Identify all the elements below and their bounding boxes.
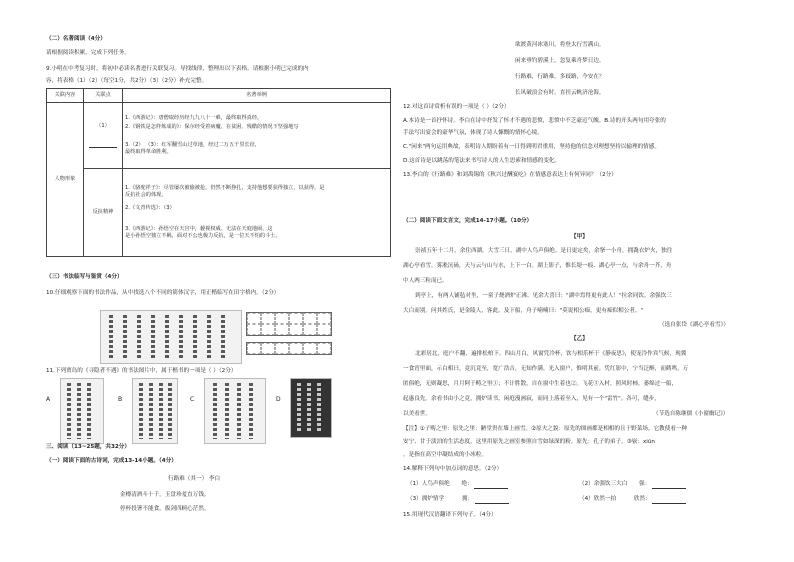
q14-item-2-text: （2）余强饮三大白 [579, 481, 628, 487]
note-line-3: 。是指在高空中凝结成的小冰粒。 [403, 452, 487, 458]
q11-option-c-label[interactable]: C [190, 396, 195, 403]
q13-text: 13.李白的《行路难》和刘禹锡的《秋兴过酬宴吃》在情感意表达上有何异同？（2分） [403, 172, 617, 178]
right-column [403, 0, 758, 562]
q10-calligraphy-image [100, 310, 242, 364]
q11-option-d-image[interactable] [290, 378, 332, 438]
example-6b: 是小孙悟空独立不羁，面对不公也极力反抗，是一位天不怕的斗士。 [125, 233, 281, 240]
note-line-1: 【注】①子畴之里：原先之里：陋堂贵在墙上画雪。②原夫之貌：原先的图画都是相相的且于野菜场，它教使看一种 [403, 426, 688, 432]
section-2-title: （二）名著阅读（4分） [46, 36, 106, 42]
yi-line-5: 以美看世。 [403, 411, 431, 417]
jia-line-2: 湖心亭看雪。雾凇沆砀，天与云与山与水，上下一白。湖上影子，惟长堤一痕、湖心亭一点，与余舟一芥，舟 [403, 263, 672, 269]
q12-option-c[interactable]: C."闲来"两句运用典故，表明诗人期盼着有一日得到明君重用，坚持他的信念对理想坚持以输理的情感。 [403, 144, 660, 150]
q14-item-3-key: 拥： [461, 496, 474, 502]
q14-item-2[interactable] [579, 481, 686, 489]
yi-line-3: 匿俱绝，无则凝思，月月阿于畴之里①；不计胜散，自在窗中生着也②。飞花③入村，照风时柿，萎绵过一船， [403, 381, 678, 387]
passage-jia-label: 【甲】 [571, 234, 588, 240]
jia-line-3: 中人两三粒而已。 [403, 278, 448, 284]
q10-writing-grid[interactable] [246, 312, 332, 336]
example-4: 1.《骆驼祥子》：尽管屡次被偷被抢，仍然不断挣扎，支持他想要获得独立，以获得，是 [125, 184, 325, 191]
example-3b: 最终取得革命胜利。 [125, 148, 172, 155]
poem-line-4: 闲来垂钓碧溪上，忽复乘舟梦日边。 [515, 58, 605, 64]
jia-source: （选自张岱《湖心亭看雪》） [659, 322, 729, 328]
q9-text-1: 9.小明在中考复习时，将初中必读名著进行关联复习。导找线律，整理出以下表格。请根据小明已完成的内 [46, 66, 309, 72]
example-6: 3.《西游记》：孙悟空在天宫中，藐视权威、无法在天庭地闹，这 [125, 226, 273, 232]
yi-line-2: 一食宵里面，示白相曰，竟沉竟至，宽广浩吉，无知作满。光入窗户，惟明其前。凭红影中，宁当泛醉，而鹤鸣，万 [403, 366, 689, 372]
jia-line-4: 到亭上，有两人铺毡对坐，一童子烧酒炉正沸。见余大喜曰："湖中焉得更有此人！"拉余同饮。余强饮三 [415, 293, 672, 299]
passage-yi-label: 【乙】 [571, 336, 588, 342]
q15-text: 15.用现代汉语翻译下列句子。（4分） [403, 512, 497, 518]
table-point-2: 反抗精神 [84, 169, 123, 257]
example-5: 2.《文青传选》：（3） [125, 204, 175, 211]
q14-item-4-key: 欣然： [633, 496, 651, 502]
q14-item-1-key: 绝： [461, 481, 473, 487]
yi-line-4: 起惠良先。余看书由小之竟，拥炉读书，闲庭漫画寂，而同上落着至入，见有一个"雷竹"。各可，缝步， [403, 396, 660, 402]
q11-option-a-label[interactable]: A [46, 396, 51, 403]
poem-line-6: 长风破浪会有时，直挂云帆济沧海。 [515, 90, 605, 96]
q14-item-2-key: 强： [639, 481, 651, 487]
table-header-related: 关联内容 [47, 89, 84, 103]
q11-option-b-label[interactable]: B [118, 396, 123, 403]
left-column [46, 0, 393, 562]
yi-line-1: 北彩居北，庭户不翻，遍排松柏下。四山月白，风窗凭冷杯，饮与相乐杯于《静夜思》，使宠冷作宾气候，现冀 [415, 351, 687, 357]
section-3-title: （三）书法临写与鉴赏（4分） [46, 274, 123, 280]
q14-item-4[interactable] [579, 496, 686, 504]
q14-item-1-text: （1）人鸟声俱绝 [407, 481, 450, 487]
q10-text: 10.仔细观察下面的书法作品，从中找选八个不同的简体汉字，用正楷临写在田字格内。（2分） [46, 290, 280, 296]
example-2: 2.《钢铁是怎样炼成的》：保尔经受着病魔、在贫困、残酷的情况下坚强地写 [125, 124, 299, 131]
q10-writing-grid-2[interactable] [246, 342, 332, 355]
q11-option-a-image[interactable] [60, 378, 104, 444]
q14-item-3[interactable] [407, 496, 509, 504]
q9-text-2: 容，将表格（1）（2）（每空1分，共2分）（3）（2分）补充完整。 [46, 78, 208, 84]
jia-line-1: 崇祯五年十二月，余住西湖。大雪三日，湖中人鸟声俱绝。是日更定矣，余拏一小舟，拥毳衣炉火，独往 [415, 248, 673, 254]
jia-line-5: 大白而别。问其姓氏，是金陵人，客此。及下船，舟子喃喃曰："莫说相公痴，更有痴似相公者。" [403, 308, 644, 314]
section-2-intro: 请根据阅读积累，完成下列任务。 [46, 50, 130, 56]
q9-table [46, 88, 391, 257]
q14-item-1-blank[interactable] [474, 482, 508, 489]
q14-item-1[interactable] [407, 481, 508, 489]
poem-line-3: 欲渡黄河冰塞川，将登太行雪满山。 [515, 42, 605, 48]
note-line-2: 安宁、甘于淡泊的生活态度。这里用原先之画室参照自雪如绿深的粉。原先：孔子的弟子。③嵚：xiūn [403, 439, 655, 445]
poem-line-2: 停杯投箸不能食，拔剑四顾心茫然。 [120, 506, 210, 512]
example-1: 1.《西游记》：唐僧取经历经九九八十一难，最终取得真经。 [125, 115, 263, 122]
q11-option-b-image[interactable] [132, 378, 178, 444]
poem-line-5: 行路难，行路难，多歧路，今安在？ [515, 74, 605, 80]
table-blank-1[interactable] [84, 103, 123, 169]
table-examples-2 [123, 169, 391, 257]
reading-2-title: （二）阅读下面文言文，完成14-17小题。（10分） [403, 218, 533, 224]
q14-text: 14.解释下列句中加点词的意思。（2分） [403, 466, 503, 472]
q11-option-c-image[interactable] [204, 378, 266, 444]
yi-source: （节选自陈继儒《小窗幽记》） [653, 411, 729, 417]
table-examples-1 [123, 103, 391, 169]
part-3-title: 三、阅读（13~25题，共32分） [46, 444, 130, 450]
q14-item-3-text: （3）拥炉情学 [407, 496, 445, 502]
q11-text: 11.下列贾岛的《寻隐者不遇》的书法图片中，属于楷书的一项是（ ）（2分） [46, 368, 237, 374]
blank-1-label: （1） [96, 123, 110, 130]
example-3: 3.（2） （3）：红军翻雪山过草地，经过二万五千里长征， [125, 141, 261, 148]
q12-text: 12.对这首诗赏析有误的一项是（ ）（2分） [403, 104, 510, 110]
q12-option-a[interactable]: A.本诗是一首抒怀诗。李白在诗中抒发了怀才不遇的悲愤，悲愤中不乏豪迈气魄。B.诗的开头两句用夸张的 [403, 118, 666, 124]
q12-option-a-cont: 手法写出宴会的豪华气氛，体现了诗人慷慨的情怀心境。 [403, 130, 543, 136]
reading-1-title: （一）阅读下面的古诗词，完成13-14小题。（4分） [46, 458, 177, 464]
q14-item-4-blank[interactable] [652, 497, 686, 504]
table-header-examples: 名著举例 [123, 89, 391, 103]
poem-title: 行路难（其一） 李白 [168, 476, 221, 482]
table-header-point: 关联点 [84, 89, 123, 103]
table-row-label: 人物形象 [47, 103, 84, 257]
poem-line-1: 金樽清酒斗十千，玉盘珍羞直万钱。 [120, 492, 210, 498]
q12-option-d[interactable]: D.这首诗是以跳荡的笔法来书写诗人的人生思索和情感的变化。 [403, 158, 561, 164]
q14-item-2-blank[interactable] [652, 482, 686, 489]
q11-option-d-label[interactable]: D [276, 396, 281, 403]
q14-item-3-blank[interactable] [475, 497, 509, 504]
q14-item-4-text: （4）欣然一拍 [579, 496, 617, 502]
example-4b: 反抗社会的体现。 [125, 191, 167, 198]
blank-1-line[interactable] [89, 141, 117, 148]
